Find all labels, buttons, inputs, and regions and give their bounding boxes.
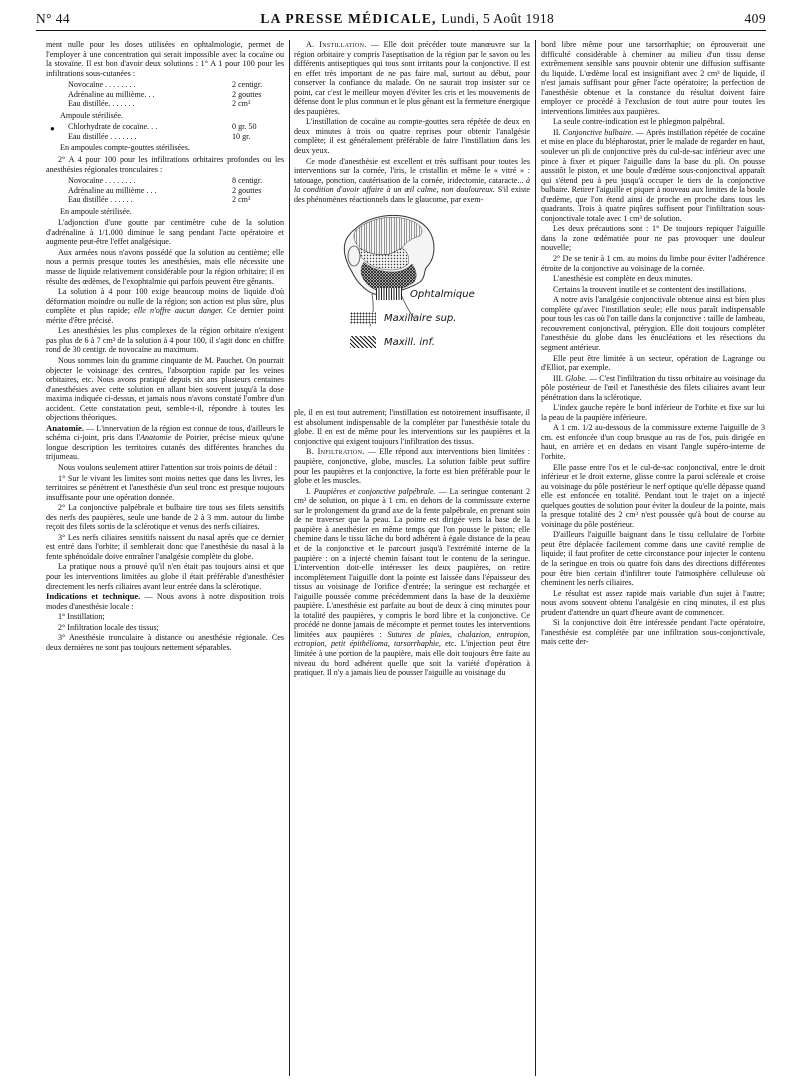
prescription-1b — [50, 122, 284, 141]
prescription-line — [68, 186, 284, 196]
page-number: 409 — [744, 11, 766, 26]
column-right — [541, 40, 765, 1078]
paragraph: L'index gauche repère le bord inférieur de l'orbite et fixe sur lui la peau de la paupière inférieure. — [541, 403, 765, 422]
paragraph: III. Globe. — C'est l'infiltration du tissu orbitaire au voisinage du pôle postérieur de l'œil et l'anesthésie des filets ciliaires avant leur pénétration dans la sclérotique. — [541, 373, 765, 402]
paragraph: Le résultat est assez rapide mais variable d'un sujet à l'autre; nous avons souvent obtenu l'analgésie en cinq minutes, il est plus prudent d'attendre un quart d'heure avant de commencer. — [541, 588, 765, 617]
paragraph: D'ailleurs l'aiguille baignant dans le tissu cellulaire de l'orbite peut être déplacée facilement comme dans une cavité remplie de liquide; il faut profiter de cette circonstance pour injecter le contenu de la seringue en trois ou quatre fois dans des directions différentes pour être bien certain d'infiltrer toute l'atmosphère celluleuse où cheminent les nerfs ciliaires. — [541, 530, 765, 588]
prescription-line — [68, 176, 284, 186]
journal-title — [260, 11, 554, 27]
journal-name: LA PRESSE MÉDICALE, — [260, 11, 437, 26]
ingredient-quantity: 2 cm³ — [232, 195, 251, 205]
paragraph-indications: Indications et technique. — Nous avons à notre disposition trois modes d'anesthésie locale : — [46, 591, 284, 611]
paragraph: Elle peut être limitée à un secteur, opération de Lagrange ou d'Elliot, par exemple. — [541, 353, 765, 373]
bullet-dot: ● — [50, 124, 55, 134]
column-middle — [294, 40, 530, 1078]
paragraph-instillation: A. Instillation. — Elle doit précéder toute manœuvre sur la région orbitaire y compris l'aseptisation de la région par le savon ou les différents antiseptiques qui tous sont irritants pour la conjonctive. Il est en effet très important de ne pas faire mal, surtout au début, pour conserver la confiance du malade. On ne saurait trop insister sur ce point, car c'est le meilleur moyen d'éviter les cris et les mouvements de défense dont le plus commun et le plus gênant est la fermeture énergique des paupières. — [294, 40, 530, 116]
paragraph: Si la conjonctive doit être intéressée pendant l'acte opératoire, l'anesthésie est complétée par une infiltration sous-conjonctivale, mais cette der- — [541, 618, 765, 647]
prescription-2-footer: En ampoule stérilisée. — [60, 206, 132, 216]
section-heading-indications: Indications et technique. — [46, 591, 141, 602]
paragraph: A 1 cm. 1/2 au-dessous de la commissure externe l'aiguille de 3 cm. est enfoncée d'un coup brusque au ras de l'os, puis dirigée en haut, en arrière et en dedans en visant l'angle supéro-interne de l'orbite. — [541, 423, 765, 461]
issue-date: Lundi, 5 Août 1918 — [441, 11, 555, 26]
legend-item-maxillary: Maxillaire sup. — [350, 306, 520, 330]
paragraph: Certains la trouvent inutile et se contentent des instillations. — [553, 284, 747, 294]
paragraph: Ce mode d'anesthésie est excellent et très suffisant pour toutes les interventions sur la cornée, l'iris, le cristallin et même le « vitré » : tatouage, ponction, cautérisation de la cornée, iridectomie, cataracte... à la condition d'avoir affaire à un œil calme, non douloureux. S'il existe des phénomènes réactionnels dans le glaucome, par exem- — [294, 156, 530, 204]
paragraph: L'instillation de cocaïne au compte-gouttes sera répétée de deux en deux minutes à trois ou quatre reprises pour obtenir l'analgésie complète; il est généralement préférable de faire l'instillation dans les deux yeux. — [294, 117, 530, 156]
prescription-1-footer: Ampoule stérilisée. — [60, 110, 123, 120]
paragraph: 2° La conjonctive palpébrale et bulbaire tire tous ses filets sensitifs des nerfs des paupières, seule une bande de 2 à 3 mm. autour du limbe reçoit des filets sortis de la sclérotique et venus des nerfs ciliaires. — [46, 503, 284, 532]
ingredient-quantity: 2 gouttes — [232, 89, 262, 99]
paragraph: 2° De se tenir à 1 cm. au moins du limbe pour éviter l'adhérence étroite de la conjonctive au voisinage de la cornée. — [541, 254, 765, 273]
issue-number: N° 44 — [36, 11, 71, 26]
ingredient-name: Novocaïne . . . . . . . . — [68, 80, 136, 90]
legend-item-ophthalmic: Ophtalmique — [376, 282, 520, 306]
prescription-1 — [68, 80, 284, 109]
paragraph: L'adjonction d'une goutte par centimètre cube de la solution d'adrénaline à 1/1.000 diminue le sang pendant l'acte opératoire et augmente peut-être l'effet analgésique. — [46, 218, 284, 247]
paragraph: Nous voulons seulement attirer l'attention sur trois points de détail : — [58, 462, 278, 472]
paragraph: Les anesthésies les plus complexes de la région orbitaire n'exigent pas plus de 6 à 7 cm³ de la solution à 4 pour 100, il s'agit donc en chiffre rond de 30 centigr. de novocaïne au maximum. — [46, 326, 284, 355]
legend-swatch-maxillary — [350, 312, 376, 324]
paragraph: L'anesthésie est complète en deux minutes. — [553, 274, 693, 284]
ingredient-name: Eau distillée . . . . . . — [68, 195, 133, 205]
ingredient-quantity: 2 gouttes — [232, 185, 262, 195]
legend-swatch-ophthalmic — [376, 288, 402, 300]
paragraph: A notre avis l'analgésie conjonctivale obtenue ainsi est bien plus complète qu'avec l'instillation seule; elle nous paraît indispensable pour tous les cas où l'on taille dans la conjonctive : taille de lambeau, recouvrement conjonctival, ptérygion. Elle doit toujours compléter l'anesthésie du globe dans les énucléations et les résections du segment antérieur. — [541, 295, 765, 352]
list-item: 2° Infiltration locale des tissus; — [58, 622, 159, 632]
ingredient-name: Eau distillée . . . . . . . — [68, 131, 137, 141]
paragraph-infiltration: B. Infiltration. — Elle répond aux interventions bien limitées : paupière, conjonctive, globe, muscles. La solution faible peut suffire pour les paupières et la conjonctive, la forte est bien préférable pour le globe et les muscles. — [294, 447, 530, 486]
paragraph: 3° Les nerfs ciliaires sensitifs naissent du nasal après que ce dernier est entré dans l'orbite; il semblerait donc que l'anesthésie du nasal à la fente sphénoïdale doive entraîner l'analgésie complète du globe. — [46, 532, 284, 561]
paragraph: La solution à 4 pour 100 exige beaucoup moins de liquide d'où déformation moindre ou nulle de la région; son action est plus sûre, plus complète et plus rapide; elle n'offre aucun danger. Ce dernier point mérite d'être précisé. — [46, 287, 284, 325]
ingredient-quantity: 0 gr. 50 — [232, 122, 257, 132]
prescription-line — [68, 132, 284, 142]
legend-swatch-mandibular — [350, 336, 376, 348]
paragraph: Nous sommes loin du gramme cinquante de M. Pauchet. On pourrait objecter le voisinage des centres, l'absorption rapide par les veines orbitaires, etc. Nous avons pratiqué depuis six ans plusieurs centaines d'anesthésies avec cette solution en allant bien souvent jusqu'à la dose maxima indiquée ci-dessus, et jamais nous n'avons constaté l'ombre d'un accident. Cette constatation peut, semble-t-il, répondre à toutes les objections théoriques. — [46, 355, 284, 423]
paragraph: ment nulle pour les doses utilisées en ophtalmologie, permet de l'employer à une concentration qui serait impossible avec la cocaïne ou la stovaïne. Il est bon d'avoir deux solutions : 1° A 1 pour 100 pour les infiltrations sous-cutanées : — [46, 40, 284, 78]
prescription-line — [68, 80, 284, 90]
paragraph: Les deux précautions sont : 1° De toujours repiquer l'aiguille dans la zone œdématiée pour ne pas provoquer une douleur nouvelle; — [541, 224, 765, 253]
section-heading-anatomy: Anatomie. — [46, 422, 84, 433]
paragraph: La pratique nous a prouvé qu'il n'en était pas toujours ainsi et que pour les interventions limitées au globe il était préférable d'anesthésier directement les nerfs ciliaires avant leur entrée dans la sclérotique. — [46, 562, 284, 591]
column-left — [46, 40, 284, 1078]
paragraph: ple, il en est tout autrement; l'instillation est notoirement insuffisante, il est absolument indispensable de la compléter par l'anesthésie totale du globe. Il en est de même pour les interventions sur les paupières et la conjonctive qui exigent toujours l'infiltration des tissus. — [294, 408, 530, 446]
prescription-1b-footer: En ampoules compte-gouttes stérilisées. — [60, 143, 190, 153]
prescription-line — [68, 90, 284, 100]
paragraph-anatomy: Anatomie. — L'innervation de la région est connue de tous, d'ailleurs le schéma ci-joint, pris dans l'Anatomie de Poirier, précise mieux qu'une longue description les territoires cutanés des différentes branches du trijumeau. — [46, 422, 284, 462]
paragraph: La seule contre-indication est le phlegmon palpébral. — [553, 117, 725, 127]
prescription-line — [68, 122, 284, 132]
ingredient-name: Novocaïne . . . . . . . . — [68, 176, 136, 186]
column-rule-left — [289, 40, 290, 1076]
paragraph: Aux armées nous n'avons possédé que la solution au centième; elle nous a permis presque toutes les anesthésies, mais elle nécessite une masse de liquide relativement considérable pour la région orbitaire; il en résulte des œdèmes, de l'exophtalmie qui parfois peuvent être gênants. — [46, 247, 284, 286]
ingredient-quantity: 8 centigr. — [232, 176, 263, 186]
ingredient-quantity: 2 cm³ — [232, 99, 251, 109]
ingredient-name: Adrénaline au millième. . . — [68, 89, 155, 99]
prescription-line — [68, 195, 284, 205]
prescription-line — [68, 99, 284, 109]
ingredient-quantity: 10 gr. — [232, 131, 251, 141]
paragraph: II. Conjonctive bulbaire. — Après instillation répétée de cocaïne et mise en place du blépharostat, prier le malade de regarder en haut, soulever un pli de conjonctive près du cul-de-sac inférieur avec une pince à fixer et piquer l'aiguille dans la base du pli. On pousse aussitôt le piston, et une boule d'œdème sous-conjonctival apparaît qui s'étend peu à peu jusqu'à occuper le tiers de la conjonctive bulbaire. Retirer l'aiguille et piquer à nouveau aux limites de la boule d'œdème, que l'on étend ainsi de proche en proche dans tous les quadrants. Trois à quatre piqûres suffisent pour l'infiltration sous-conjonctivale totale avec 1 cm³ de solution. — [541, 127, 765, 223]
ingredient-name: Eau distillée. . . . . . . — [68, 99, 135, 109]
list-item: 1° Instillation; — [58, 612, 105, 622]
section-heading-instillation: A. Instillation. — [306, 40, 367, 49]
column-rule-right — [535, 40, 536, 1076]
legend-item-mandibular: Maxill. inf. — [350, 330, 520, 354]
ingredient-name: Adrénaline au millième . . . — [68, 185, 157, 195]
paragraph: bord libre même pour une tarsorrhaphie; on éprouverait une difficulté considérable à cheminer au milieu d'un tissu dense extrêmement sensible sans pouvoir obtenir une diffusion suffisante du liquide. L'œdème local est insignifiant avec 2 cm³ de liquide, il n'est jamais suffisant pour gêner l'acte opératoire; la perfection de l'anesthésie obtenue et la constance du résultat doivent faire employer ce procédé à l'exclusion de tout autre pour toutes les interventions limitées aux paupières. — [541, 40, 765, 116]
page-header — [36, 8, 766, 31]
ingredient-quantity: 2 centigr. — [232, 80, 263, 90]
paragraph: 2° A 4 pour 100 pour les infiltrations orbitaires profondes ou les anesthésies régionales tronculaires : — [46, 155, 284, 174]
section-heading-infiltration: B. Infiltration. — [306, 447, 365, 457]
prescription-2 — [68, 176, 284, 205]
paragraph: 1° Sur le vivant les limites sont moins nettes que dans les livres, les territoires se pénètrent et l'anesthésie d'un seul tronc est presque toujours insuffisante pour une opération donnée. — [46, 473, 284, 502]
figure-legend — [350, 282, 520, 354]
paragraph: I. Paupières et conjonctive palpébrale. — La seringue contenant 2 cm³ de solution, on pique à 1 cm. en dehors de la commissure externe sur le prolongement du grand axe de la fente palpébrale, en prenant soin de ne traverser que la peau. La pointe est dirigée vers la base de la paupière à anesthésier en même temps que l'on pousse le piston; elle chemine dans le tissu lâche du bord adhérent à égale distance de la peau et de la conjonctive et le parcourt jusqu'à l'extrémité interne de la paupière : on a injecté chemin faisant tout le contenu de la seringue. L'intervention doit-elle intéresser les deux paupières, on retire incomplètement l'aiguille dont la pointe est laissée dans l'épaisseur des tissus au voisinage de l'orifice d'entrée; la seringue est rechargée et l'aiguille poussée comme précédemment dans la base de la deuxième paupière. L'anesthésie est parfaite au bout de deux à cinq minutes pour la totalité des paupières, y compris le bord libre et la conjonctive. Ce procédé ne donne jamais de mécompte et permet toutes les interventions limitées aux paupières : Sutures de plaies, chalazion, entropion, ectropion, petit épithélioma, tarsorrhaphie, etc. L'injection peut être limitée à une portion de la paupière, mais elle doit toujours être faite au niveau du bord adhérent quelle que soit la variété d'opération à pratiquer. Il n'y a jamais lieu de pousser l'aiguille au voisinage du — [294, 486, 530, 678]
ingredient-name: Chlorhydrate de cocaïne. . . — [68, 122, 158, 132]
paragraph: Elle passe entre l'os et le cul-de-sac conjonctival, entre le droit inférieur et le droit externe, glisse contre la paroi scléreale et croise au voisinage du pôle postérieur le nerf optique qu'elle dépasse quand elle est enfoncée en totalité. Pendant tout le trajet on a injecté quelques gouttes de solution pour éviter la douleur de la pointe, mais la presque totalité des 2 cm³ n'est poussée qu'à bout de course au voisinage du pôle postérieur. — [541, 462, 765, 529]
list-item: 3° Anesthésie tronculaire à distance ou anesthésie régionale. Ces deux dernières ne sont pas toujours nettement séparables. — [46, 633, 284, 652]
trigeminal-territories-figure — [294, 206, 530, 406]
